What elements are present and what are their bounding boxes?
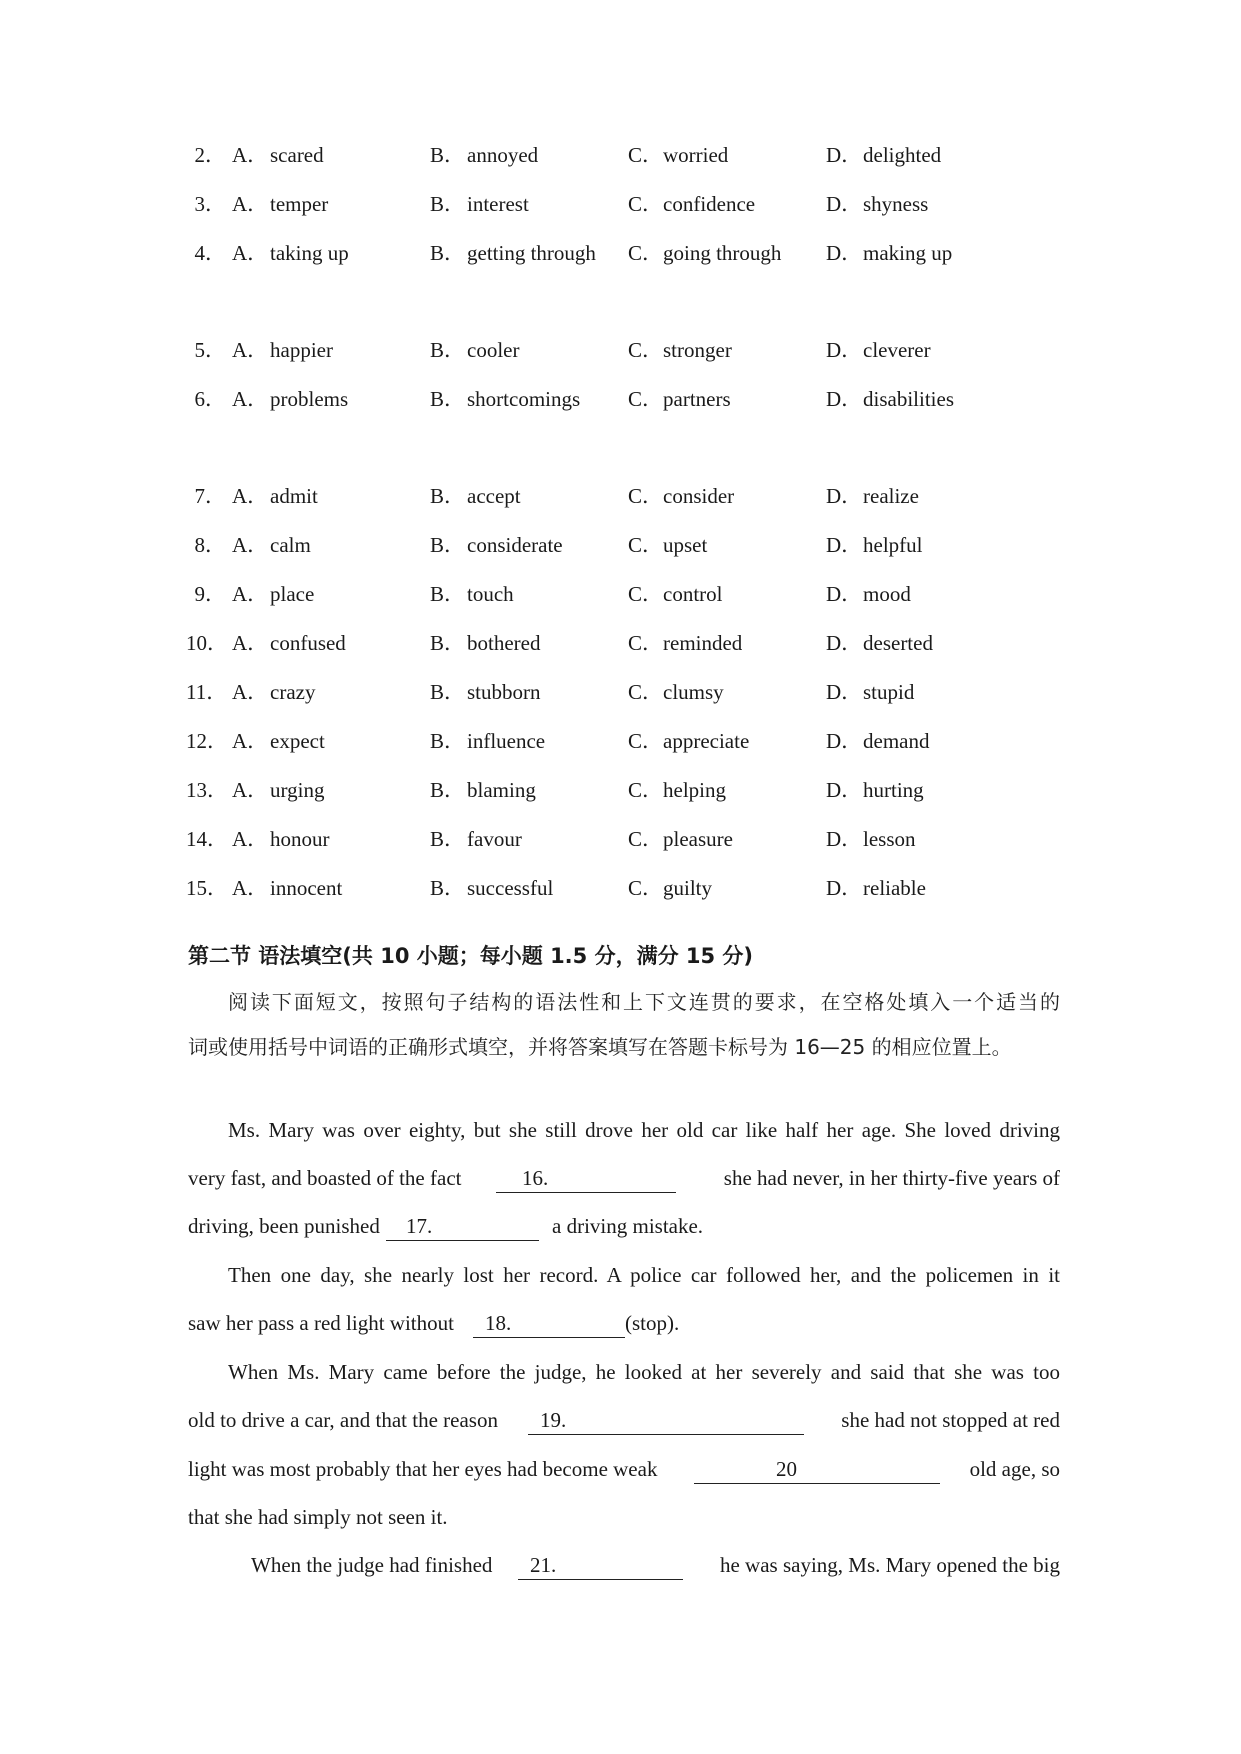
passage-line: that she had simply not seen it. — [188, 1505, 448, 1529]
passage-text: she had not stopped at red — [841, 1408, 1060, 1432]
option-c: appreciate — [663, 729, 750, 753]
option-letter-d: D． — [826, 631, 863, 655]
instruction-line-2: 词或使用括号中词语的正确形式填空，并将答案填写在答题卡标号为 16—25 的相应位置上。 — [188, 1035, 1012, 1059]
option-letter-a: A． — [232, 241, 269, 265]
question-number: 11． — [186, 680, 228, 704]
option-c: confidence — [663, 192, 756, 216]
answer-blank-17[interactable] — [386, 1212, 539, 1241]
question-number: 4． — [194, 241, 226, 265]
passage-text: (stop). — [625, 1311, 680, 1335]
option-b: blaming — [467, 778, 536, 802]
option-b: touch — [467, 582, 514, 606]
option-letter-a: A． — [232, 631, 269, 655]
option-letter-a: A． — [232, 338, 269, 362]
option-c: pleasure — [663, 827, 733, 851]
option-letter-d: D． — [826, 241, 863, 265]
option-letter-a: A． — [232, 192, 269, 216]
option-letter-c: C． — [628, 876, 664, 900]
passage-line — [188, 1545, 1060, 1585]
option-d: mood — [863, 582, 911, 606]
option-letter-c: C． — [628, 533, 664, 557]
passage-text: he was saying, Ms. Mary opened the big — [719, 1553, 1060, 1577]
option-c: guilty — [663, 876, 713, 900]
question-number: 13． — [186, 778, 228, 802]
option-b: annoyed — [467, 143, 539, 167]
option-letter-d: D． — [826, 533, 863, 557]
option-letter-d: D． — [826, 876, 863, 900]
passage-text: old age, so — [969, 1457, 1060, 1481]
option-letter-b: B． — [430, 631, 466, 655]
answer-blank-21[interactable] — [518, 1551, 683, 1580]
option-letter-d: D． — [826, 680, 863, 704]
option-d: deserted — [863, 631, 933, 655]
option-b: getting through — [467, 241, 596, 265]
question-number: 5． — [194, 338, 226, 362]
option-letter-a: A． — [232, 729, 269, 753]
blank-number: 21. — [530, 1553, 557, 1577]
option-letter-d: D． — [826, 827, 863, 851]
option-b: influence — [467, 729, 546, 753]
option-letter-b: B． — [430, 143, 466, 167]
option-b: accept — [467, 484, 521, 508]
option-b: considerate — [467, 533, 563, 557]
section-title: 第二节 语法填空(共 10 小题；每小题 1.5 分，满分 15 分) — [188, 944, 754, 968]
option-letter-a: A． — [232, 533, 269, 557]
option-c: stronger — [663, 338, 732, 362]
option-letter-b: B． — [430, 729, 466, 753]
option-letter-c: C． — [628, 143, 664, 167]
question-number: 12． — [186, 729, 228, 753]
passage-line: Then one day, she nearly lost her record. A police car followed her, and the policemen in it — [228, 1263, 1060, 1287]
option-c: going through — [663, 241, 782, 265]
option-c: worried — [663, 143, 729, 167]
passage-line: Ms. Mary was over eighty, but she still drove her old car like half her age. She loved driving — [228, 1118, 1060, 1142]
option-d: stupid — [863, 680, 915, 704]
option-d: lesson — [863, 827, 916, 851]
option-letter-b: B． — [430, 338, 466, 362]
passage-line — [188, 1449, 1060, 1489]
option-letter-b: B． — [430, 192, 466, 216]
option-d: reliable — [863, 876, 926, 900]
answer-blank-18[interactable] — [473, 1309, 625, 1338]
option-letter-c: C． — [628, 241, 664, 265]
option-a: honour — [270, 827, 330, 851]
option-b: successful — [467, 876, 554, 900]
blank-number: 18. — [485, 1311, 512, 1335]
option-letter-c: C． — [628, 680, 664, 704]
option-letter-c: C． — [628, 582, 664, 606]
option-d: helpful — [863, 533, 923, 557]
option-b: stubborn — [467, 680, 541, 704]
option-a: expect — [270, 729, 325, 753]
instruction-line-1: 阅读下面短文，按照句子结构的语法性和上下文连贯的要求，在空格处填入一个适当的 — [228, 990, 1060, 1014]
passage-line — [188, 1303, 1060, 1343]
option-letter-a: A． — [232, 143, 269, 167]
option-letter-d: D． — [826, 143, 863, 167]
option-a: calm — [270, 533, 311, 557]
option-letter-d: D． — [826, 582, 863, 606]
option-d: cleverer — [863, 338, 931, 362]
option-letter-b: B． — [430, 241, 466, 265]
passage-text: saw her pass a red light without — [188, 1311, 454, 1335]
option-letter-b: B． — [430, 533, 466, 557]
option-d: delighted — [863, 143, 942, 167]
option-a: place — [270, 582, 315, 606]
option-letter-b: B． — [430, 680, 466, 704]
option-letter-a: A． — [232, 827, 269, 851]
option-letter-b: B． — [430, 582, 466, 606]
blank-number: 17. — [406, 1214, 433, 1238]
option-letter-c: C． — [628, 778, 664, 802]
question-number: 10． — [186, 631, 228, 655]
option-d: realize — [863, 484, 919, 508]
option-a: innocent — [270, 876, 343, 900]
option-letter-d: D． — [826, 192, 863, 216]
option-d: shyness — [863, 192, 929, 216]
option-letter-c: C． — [628, 387, 664, 411]
option-letter-b: B． — [430, 387, 466, 411]
option-letter-c: C． — [628, 192, 664, 216]
option-c: control — [663, 582, 723, 606]
option-letter-c: C． — [628, 338, 664, 362]
option-b: bothered — [467, 631, 541, 655]
passage-text: old to drive a car, and that the reason — [188, 1408, 498, 1432]
option-a: admit — [270, 484, 318, 508]
option-c: partners — [663, 387, 731, 411]
option-letter-c: C． — [628, 729, 664, 753]
option-letter-c: C． — [628, 631, 664, 655]
option-a: confused — [270, 631, 346, 655]
option-letter-a: A． — [232, 778, 269, 802]
option-d: demand — [863, 729, 930, 753]
option-a: scared — [270, 143, 324, 167]
option-letter-b: B． — [430, 876, 466, 900]
option-letter-a: A． — [232, 582, 269, 606]
passage-line — [188, 1400, 1060, 1440]
passage-line: When Ms. Mary came before the judge, he looked at her severely and said that she was too — [228, 1360, 1060, 1384]
option-letter-d: D． — [826, 484, 863, 508]
passage-line — [188, 1206, 1060, 1246]
option-a: happier — [270, 338, 333, 362]
option-a: crazy — [270, 680, 316, 704]
passage-text: a driving mistake. — [552, 1214, 704, 1238]
option-c: upset — [663, 533, 708, 557]
passage-text: light was most probably that her eyes had become weak — [188, 1457, 658, 1481]
question-number: 6． — [194, 387, 226, 411]
option-d: hurting — [863, 778, 924, 802]
option-a: taking up — [270, 241, 349, 265]
option-c: clumsy — [663, 680, 724, 704]
option-a: temper — [270, 192, 329, 216]
option-letter-a: A． — [232, 680, 269, 704]
option-a: problems — [270, 387, 349, 411]
option-letter-d: D． — [826, 387, 863, 411]
passage-text: very fast, and boasted of the fact — [188, 1166, 462, 1190]
option-b: shortcomings — [467, 387, 581, 411]
passage-line — [188, 1158, 1060, 1198]
option-b: favour — [467, 827, 522, 851]
answer-blank-19[interactable] — [528, 1406, 804, 1435]
option-a: urging — [270, 778, 325, 802]
question-number: 9． — [194, 582, 226, 606]
question-number: 7． — [194, 484, 226, 508]
option-letter-b: B． — [430, 778, 466, 802]
question-number: 15． — [186, 876, 228, 900]
option-letter-d: D． — [826, 338, 863, 362]
option-letter-d: D． — [826, 729, 863, 753]
option-letter-d: D． — [826, 778, 863, 802]
option-letter-c: C． — [628, 827, 664, 851]
option-d: making up — [863, 241, 953, 265]
option-letter-b: B． — [430, 484, 466, 508]
option-c: helping — [663, 778, 726, 802]
blank-number: 20 — [776, 1457, 797, 1481]
option-letter-b: B． — [430, 827, 466, 851]
question-number: 14． — [186, 827, 228, 851]
answer-blank-16[interactable] — [496, 1164, 676, 1193]
blank-number: 16. — [522, 1166, 549, 1190]
option-b: cooler — [467, 338, 520, 362]
passage-text: driving, been punished — [188, 1214, 380, 1238]
option-b: interest — [467, 192, 529, 216]
option-letter-a: A． — [232, 484, 269, 508]
passage-text: When the judge had finished — [251, 1553, 493, 1577]
option-letter-c: C． — [628, 484, 664, 508]
question-number: 3． — [194, 192, 226, 216]
passage-text: she had never, in her thirty-five years of — [723, 1166, 1060, 1190]
option-d: disabilities — [863, 387, 954, 411]
question-number: 8． — [194, 533, 226, 557]
answer-blank-20[interactable] — [694, 1455, 940, 1484]
blank-number: 19. — [540, 1408, 567, 1432]
option-letter-a: A． — [232, 387, 269, 411]
question-number: 2． — [194, 143, 226, 167]
option-c: reminded — [663, 631, 743, 655]
option-c: consider — [663, 484, 735, 508]
option-letter-a: A． — [232, 876, 269, 900]
